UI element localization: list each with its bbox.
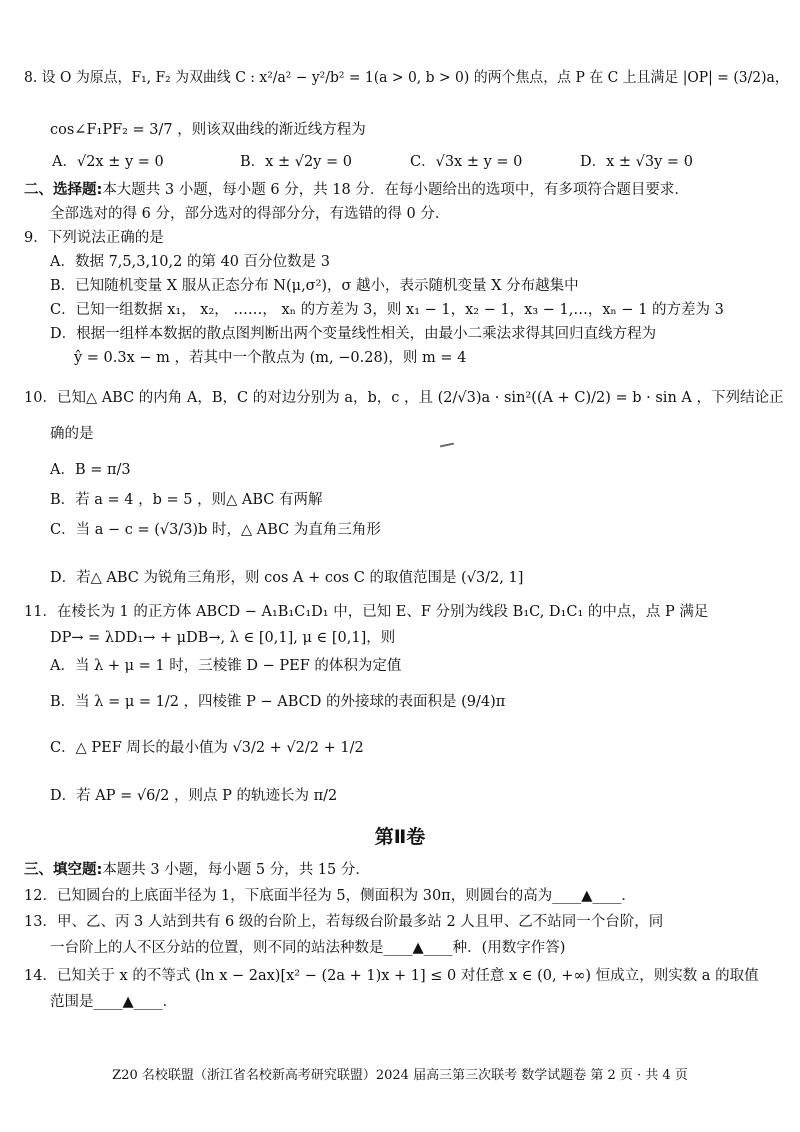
q8-option-a: A．√2x ± y = 0	[52, 154, 164, 170]
q9-stem: 9．下列说法正确的是	[24, 230, 164, 246]
q11-option-c: C．△ PEF 周长的最小值为 √3/2 + √2/2 + 1/2	[50, 740, 364, 756]
q10-option-b: B．若 a = 4 ，b = 5 ，则△ ABC 有两解	[50, 492, 323, 508]
q11-option-b: B．当 λ = μ = 1/2 ，四棱锥 P − ABCD 的外接球的表面积是 (9/4)π	[50, 694, 506, 710]
q14-line2: 范围是____▲____．	[50, 994, 178, 1010]
q9-option-b: B．已知随机变量 X 服从正态分布 N(μ,σ²)，σ 越小，表示随机变量 X 分布越集中	[50, 278, 579, 294]
q8-line1: 8. 设 O 为原点，F₁, F₂ 为双曲线 C : x²/a² − y²/b² = 1(a > 0, b > 0) 的两个焦点，点 P 在 C 上且满足 |OP| = (3/2)a，	[24, 70, 789, 86]
page-footer: Z20 名校联盟（浙江省名校新高考研究联盟）2024 届高三第三次联考 数学试题卷 第 2 页 · 共 4 页	[112, 1068, 688, 1083]
q10-option-d: D．若△ ABC 为锐角三角形，则 cos A + cos C 的取值范围是 (√3/2, 1]	[50, 570, 524, 586]
q12: 12．已知圆台的上底面半径为 1，下底面半径为 5，侧面积为 30π，则圆台的高为____▲____．	[24, 888, 636, 904]
q8-line2: cos∠F₁PF₂ = 3/7 ，则该双曲线的渐近线方程为	[50, 122, 366, 138]
q11-stem2: DP→ = λDD₁→ + μDB→, λ ∈ [0,1], μ ∈ [0,1]，则	[50, 630, 396, 646]
section2-text: 本大题共 3 小题，每小题 6 分，共 18 分．在每小题给出的选项中，有多项符合题目要求．	[102, 182, 689, 198]
section3-heading: 三、填空题:	[24, 862, 103, 878]
q8-option-b: B．x ± √2y = 0	[240, 154, 352, 170]
q9-option-c: C．已知一组数据 x₁， x₂， ……， xₙ 的方差为 3，则 x₁ − 1，x₂ − 1，x₃ − 1,…，xₙ − 1 的方差为 3	[50, 302, 724, 318]
q11-option-a: A．当 λ + μ = 1 时，三棱锥 D − PEF 的体积为定值	[50, 658, 402, 674]
section3-heading-line	[24, 860, 370, 880]
q11-option-d: D．若 AP = √6/2 ，则点 P 的轨迹长为 π/2	[50, 788, 338, 804]
q9-option-a: A．数据 7,5,3,10,2 的第 40 百分位数是 3	[50, 254, 330, 270]
section2-text2: 全部选对的得 6 分，部分选对的得部分分，有选错的得 0 分．	[50, 206, 450, 222]
part2-title: 第Ⅱ卷	[374, 826, 426, 848]
section2-heading-line	[24, 180, 689, 200]
q10-option-a: A．B = π/3	[50, 462, 131, 478]
q13-line1: 13．甲、乙、丙 3 人站到共有 6 级的台阶上，若每级台阶最多站 2 人且甲、乙不站同一个台阶，同	[24, 914, 664, 930]
q8-option-d: D．x ± √3y = 0	[580, 154, 693, 170]
stray-mark	[440, 443, 454, 448]
q8-option-c: C．√3x ± y = 0	[410, 154, 523, 170]
q11-stem1: 11．在棱长为 1 的正方体 ABCD − A₁B₁C₁D₁ 中，已知 E、F 分别为线段 B₁C, D₁C₁ 的中点，点 P 满足	[24, 604, 709, 620]
q14-line1: 14．已知关于 x 的不等式 (ln x − 2ax)[x² − (2a + 1)x + 1] ≤ 0 对任意 x ∈ (0, +∞) 恒成立，则实数 a 的取值	[24, 968, 759, 984]
q10-option-c: C．当 a − c = (√3/3)b 时，△ ABC 为直角三角形	[50, 522, 381, 538]
q10-stem1: 10．已知△ ABC 的内角 A，B，C 的对边分别为 a，b，c ，且 (2/√3)a · sin²((A + C)/2) = b · sin A ，下列结论正	[24, 390, 784, 406]
q9-option-d-cont: ŷ = 0.3x − m ，若其中一个散点为 (m, −0.28)，则 m = 4	[74, 350, 467, 366]
section3-text: 本题共 3 小题，每小题 5 分，共 15 分．	[102, 862, 370, 878]
q10-stem2: 确的是	[50, 426, 94, 442]
q9-option-d: D．根据一组样本数据的散点图判断出两个变量线性相关，由最小二乘法求得其回归直线方程为	[50, 326, 657, 342]
section2-heading: 二、选择题:	[24, 182, 103, 198]
q13-line2: 一台阶上的人不区分站的位置，则不同的站法种数是____▲____种．(用数字作答)	[50, 940, 566, 956]
